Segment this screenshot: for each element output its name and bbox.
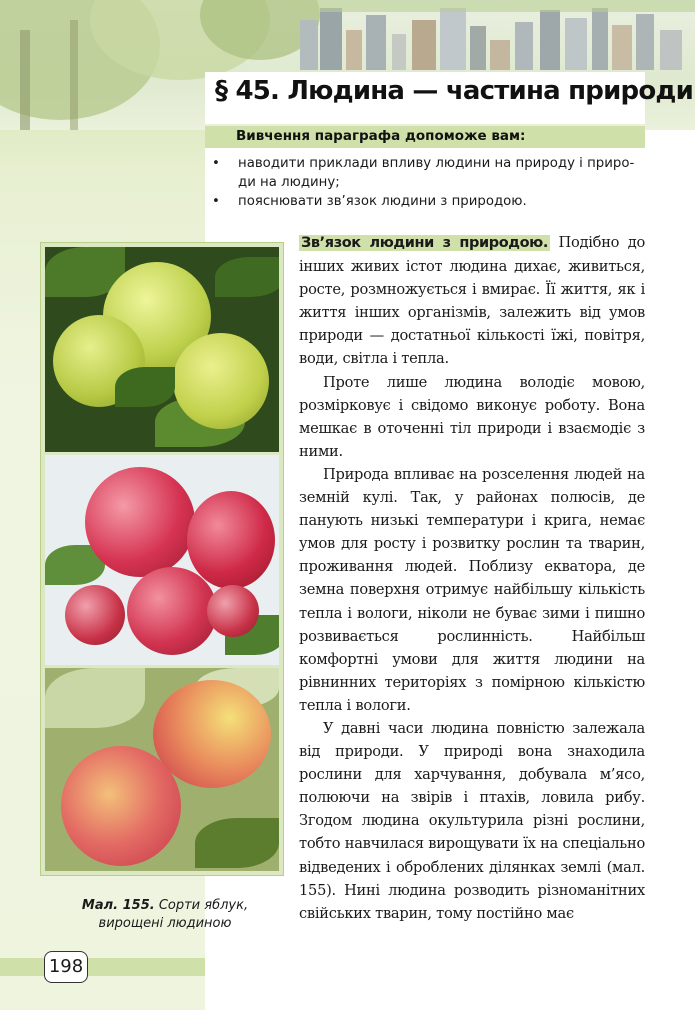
page-number: 198 (44, 951, 88, 983)
figure-caption (60, 897, 270, 933)
green-apples-photo (45, 247, 279, 452)
objectives-list (212, 154, 652, 211)
bullet-icon: • (212, 194, 220, 209)
red-apples-photo (45, 455, 279, 665)
paragraph: Проте лише людина володіє мовою, розмірковує і свідомо виконує роботу. Вона мешкає в оточенні тіл природи і взаємодіє з ними. (299, 373, 645, 460)
yellow-red-apples-photo (45, 668, 279, 871)
paragraph (299, 231, 645, 371)
list-item (212, 192, 652, 211)
main-text (299, 231, 645, 925)
section-heading: Зв’язок людини з природою. (301, 235, 548, 251)
bullet-icon: • (212, 156, 220, 171)
paragraph: У давні часи людина повністю залежала від природи. У природі вона знаходила рослини для харчування, добувала м’ясо, полюючи на звірів і птахів, ловила рибу. Згодом людина окультурила різні рослини, тобто навчилася вирощувати їх на спеціально відведених і оброблених ділянках землі (мал. 155). Нині людина розводить різноманітних свійських тварин, тому постійно має (299, 719, 645, 922)
caption-text: Сорти яблук, вирощені людиною (98, 898, 249, 931)
page-title: § 45. Людина — частина природи (215, 76, 693, 106)
objective-text: наводити приклади впливу людини на природу і приро-ди на людину; (238, 156, 635, 190)
caption-label: Мал. 155. (81, 898, 155, 913)
objective-text: пояснювати зв’язок людини з природою. (238, 194, 527, 209)
paragraph: Природа впливає на розселення людей на земній кулі. Так, у районах полюсів, де панують низькі температури і крига, немає умов для росту і розвитку рослин та тварин, проживання людей. Поблизу екватора, де земна поверхня отримує найбільшу кількість тепла і вологи, ніколи не буває зими і пишно розвивається рослинність. Найбільш комфортні умови для життя людини на рівнинних територіях з помірною кількістю тепла і вологи. (299, 465, 645, 714)
figure-photo-frame (40, 242, 284, 876)
paragraph-text: Подібно до інших живих істот людина дихає, живиться, росте, розмножується і вмирає. Її життя, як і життя інших організмів, залежить від умов природи — достатньої кількості їжі, повітря, води, світла і тепла. (299, 234, 645, 368)
objectives-label: Вивчення параграфа допоможе вам: (236, 128, 526, 144)
list-item (212, 154, 652, 192)
page-number-bar (0, 958, 205, 976)
